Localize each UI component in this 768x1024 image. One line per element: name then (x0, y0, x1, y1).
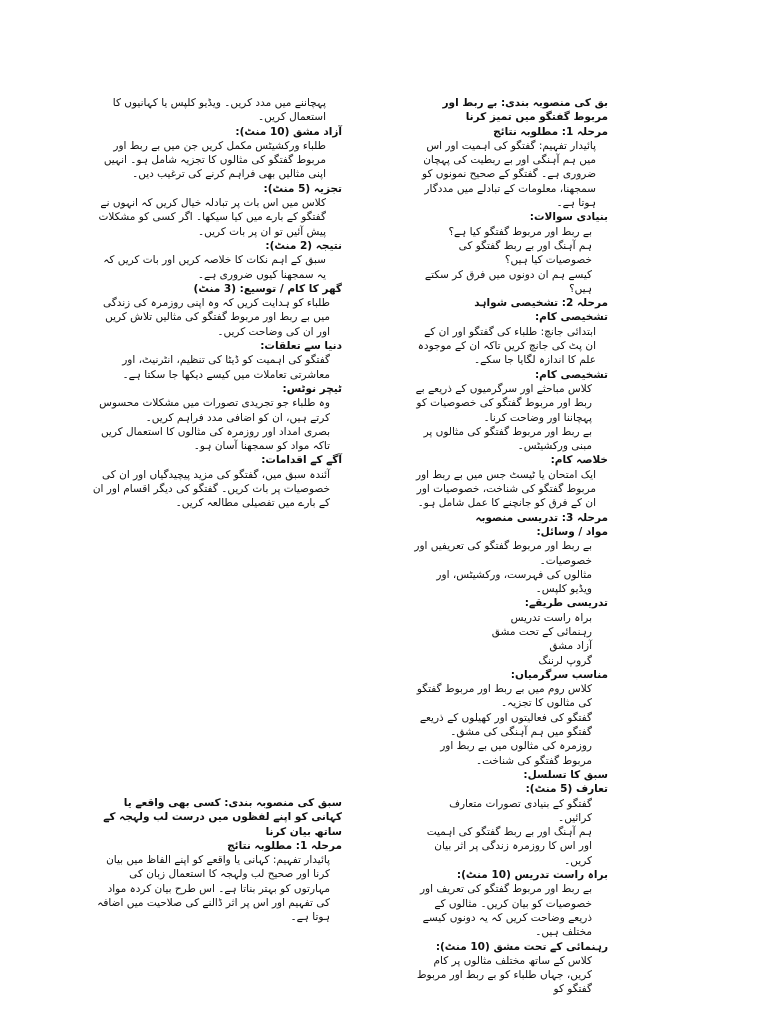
section-heading: خلاصہ کام: (550, 454, 608, 467)
paragraph: گفتگو کے بنیادی تصورات متعارف کرائیں۔ (449, 797, 592, 824)
paragraph: کلاس مباحثے اور سرگرمیوں کے ذریعے بے ربط اور مربوط گفتگو کی خصوصیات کو پہچاننا اور وضاحت کرنا۔ (415, 382, 592, 424)
paragraph: رہنمائی کے تحت مشق (491, 625, 592, 638)
section-heading: تشخیصی کام: (534, 368, 608, 381)
section-heading: تشخیصی کام: (534, 311, 608, 324)
section-heading: سبق کا تسلسل: (523, 768, 608, 781)
section-heading: تدریسی طریقے: (524, 597, 608, 610)
paragraph: آئندہ سبق میں، گفتگو کی مزید پیچیدگیاں اور ان کی خصوصیات پر بات کریں۔ گفتگو کی دیگر اقسام اور ان کے بارے میں تفصیلی مطالعہ کریں۔ (92, 468, 330, 510)
left-column-bottom (92, 796, 342, 925)
section-heading: مناسب سرگرمیاں: (510, 668, 608, 681)
section-heading: آزاد مشق (10 منٹ): (235, 125, 342, 138)
paragraph: روزمرہ کی مثالوں میں بے ربط اور مربوط گفتگو کی شناخت۔ (440, 740, 592, 767)
section-heading: براہ راست تدریس (10 منٹ): (456, 869, 608, 882)
section-heading: رہنمائی کے تحت مشق (10 منٹ): (435, 940, 608, 953)
paragraph: ابتدائی جانچ: طلباء کی گفتگو اور ان کے ان پٹ کی جانچ کریں تاکہ ان کے موجودہ علم کا اندازہ لگایا جا سکے۔ (417, 325, 596, 367)
paragraph: طلباء کو ہدایت کریں کہ وہ اپنی روزمرہ کی زندگی میں بے ربط اور مربوط گفتگو کی مثالیں تلاش کریں اور ان کی وضاحت کریں۔ (102, 297, 330, 338)
section-heading: مرحلہ 3: تدریسی منصوبہ (475, 511, 608, 524)
left-column-top (92, 96, 342, 511)
paragraph: ہم آہنگ اور بے ربط گفتگو کی اہمیت اور اس کا روزمرہ زندگی پر اثر بیان کریں۔ (426, 826, 592, 867)
paragraph: آزاد مشق (549, 640, 592, 653)
paragraph: کلاس میں اس بات پر تبادلہ خیال کریں کہ انہوں نے گفتگو کے بارے میں کیا سیکھا۔ اگر کسی کو مشکلات پیش آئیں تو ان پر بات کریں۔ (98, 197, 326, 238)
section-heading: بق کی منصوبہ بندی: بے ربط اور مربوط گفتگو میں تمیز کرنا (442, 97, 608, 124)
section-heading: مرحلہ 1: مطلوبہ نتائج (227, 839, 342, 852)
section-heading: بنیادی سوالات: (529, 211, 608, 224)
paragraph: گفتگو کی اہمیت کو ڈیٹا کی تنظیم، انٹرنیٹ، اور معاشرتی تعاملات میں کیسے دیکھا جا سکتا ہے۔ (122, 354, 330, 381)
paragraph: بے ربط اور مربوط گفتگو کی تعریفیں اور خصوصیات۔ (414, 540, 592, 567)
section-heading: مرحلہ 1: مطلوبہ نتائج (493, 125, 608, 138)
paragraph: گروپ لرننگ (538, 654, 592, 667)
paragraph: براہ راست تدریس (510, 611, 592, 624)
paragraph: وہ طلباء جو تجریدی تصورات میں مشکلات محسوس کرتے ہیں، ان کو اضافی مدد فراہم کریں۔ (99, 397, 330, 424)
paragraph: کلاس کے ساتھ مختلف مثالوں پر کام کریں، جہاں طلباء کو بے ربط اور مربوط گفتگو کو (416, 954, 592, 996)
paragraph: کیسے ہم ان دونوں میں فرق کر سکتے ہیں؟ (424, 268, 592, 295)
section-heading: سبق کی منصوبہ بندی: کسی بھی واقعے یا کہانی کو اپنے لفظوں میں درست لب ولہجہ کے ساتھ بیان کرنا (103, 797, 342, 838)
section-heading: تعارف (5 منٹ): (525, 783, 608, 796)
paragraph: پائیدار تفہیم: گفتگو کی اہمیت اور اس میں ہم آہنگی اور بے ربطیت کی پہچان ضروری ہے۔ گفتگو کے صحیح نمونوں کو سمجھنا، معلومات کے تبادلے میں مددگار ہوتا ہے۔ (422, 139, 596, 210)
section-heading: مواد / وسائل: (536, 525, 608, 538)
paragraph: بے ربط اور مربوط گفتگو کی مثالوں پر مبنی ورکشیٹس۔ (423, 425, 592, 453)
paragraph: کلاس روم میں بے ربط اور مربوط گفتگو کی مثالوں کا تجزیہ۔ (416, 683, 592, 710)
section-heading: آگے کے اقدامات: (261, 454, 342, 467)
paragraph: طلباء ورکشیٹس مکمل کریں جن میں بے ربط اور مربوط گفتگو کی مثالوں کا تجزیہ شامل ہو۔ انہیں اپنی مثالیں بھی فراہم کرنے کی ترغیب دیں۔ (103, 139, 326, 181)
paragraph: پہچاننے میں مدد کریں۔ ویڈیو کلپس یا کہانیوں کا استعمال کریں۔ (112, 97, 326, 124)
paragraph: بے ربط اور مربوط گفتگو کیا ہے؟ (448, 225, 592, 238)
section-heading: ٹیچر نوٹس: (282, 382, 342, 395)
section-heading: تجزیہ (5 منٹ): (263, 182, 342, 195)
paragraph: گفتگو کی فعالیتوں اور کھیلوں کے ذریعے گفتگو میں ہم آہنگی کی مشق۔ (419, 711, 592, 739)
section-heading: دنیا سے تعلقات: (260, 340, 342, 353)
paragraph: ہم آہنگ اور بے ربط گفتگو کی خصوصیات کیا ہیں؟ (458, 239, 592, 267)
paragraph: بصری امداد اور روزمرہ کی مثالوں کا استعمال کریں تاکہ مواد کو سمجھنا آسان ہو۔ (100, 425, 330, 453)
paragraph: مثالوں کی فہرست، ورکشیٹس، اور ویڈیو کلپس۔ (436, 568, 592, 596)
paragraph: بے ربط اور مربوط گفتگو کی تعریف اور خصوصیات کو بیان کریں۔ مثالوں کے ذریعے وضاحت کریں کہ یہ دونوں کیسے مختلف ہیں۔ (419, 883, 592, 939)
section-heading: نتیجہ (2 منٹ): (265, 239, 342, 252)
section-heading: گھر کا کام / توسیع: (3 منٹ) (193, 282, 342, 295)
paragraph: ایک امتحان یا ٹیسٹ جس میں بے ربط اور مربوط گفتگو کی شناخت، خصوصیات اور ان کے فرق کو جانچنے کا عمل شامل ہو۔ (416, 468, 596, 510)
paragraph: پائیدار تفہیم: کہانی یا واقعے کو اپنے الفاظ میں بیان کرنا اور صحیح لب ولہجہ کا استعمال زبان کی مہارتوں کو بہتر بناتا ہے۔ اس طرح بیان کردہ مواد کی تفہیم اور اس پر اثر ڈالنے کی صلاحیت میں اضافہ ہوتا ہے۔ (97, 854, 330, 924)
paragraph: سبق کے اہم نکات کا خلاصہ کریں اور بات کریں کہ یہ سمجھنا کیوں ضروری ہے۔ (103, 254, 326, 281)
section-heading: مرحلہ 2: تشخیصی شواہد (474, 297, 608, 310)
right-column (412, 96, 608, 997)
